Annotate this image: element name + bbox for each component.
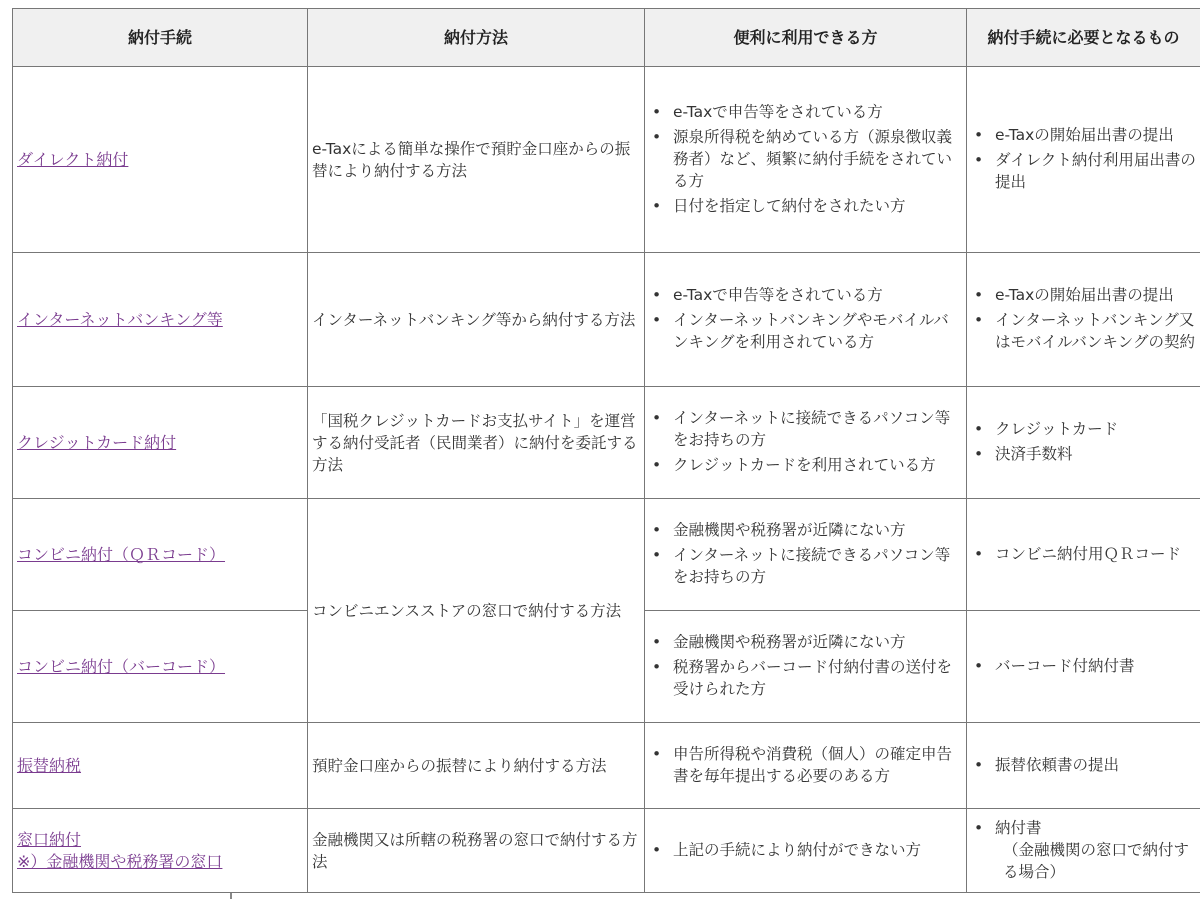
needs-cell [967, 723, 1200, 809]
procedure-cell [13, 809, 308, 893]
needs-cell [967, 809, 1200, 893]
procedure-link-counter[interactable] [17, 829, 303, 873]
needs-cell [967, 499, 1200, 611]
method-cell: インターネットバンキング等から納付する方法 [308, 253, 645, 387]
users-cell [645, 723, 967, 809]
table-header-row [13, 9, 1200, 67]
users-cell [645, 253, 967, 387]
method-cell: コンビニエンスストアの窓口で納付する方法 [308, 499, 645, 723]
procedure-link-direct[interactable]: ダイレクト納付 [17, 149, 129, 169]
needs-cell [967, 253, 1200, 387]
table-row [13, 723, 1200, 809]
procedure-cell [13, 387, 308, 499]
procedure-cell [13, 611, 308, 723]
needs-item-note: （金融機関の窓口で納付する場合） [1003, 840, 1190, 881]
list-item: • 金融機関や税務署が近隣にない方 [649, 631, 962, 653]
users-cell [645, 67, 967, 253]
header-needs: 納付手続に必要となるもの [967, 9, 1200, 67]
footer-tick-mark [230, 893, 232, 899]
list-item: • e-Taxで申告等をされている方 [649, 101, 962, 123]
table-row [13, 253, 1200, 387]
payment-procedures-table [12, 8, 1200, 893]
procedure-cell [13, 499, 308, 611]
users-cell [645, 387, 967, 499]
list-item: • インターネットに接続できるパソコン等をお持ちの方 [649, 407, 962, 451]
method-cell: 「国税クレジットカードお支払サイト」を運営する納付受託者（民間業者）に納付を委託する方法 [308, 387, 645, 499]
list-item: • 税務署からバーコード付納付書の送付を受けられた方 [649, 656, 962, 700]
procedure-link-internet-banking[interactable]: インターネットバンキング等 [17, 309, 223, 329]
method-cell: 金融機関又は所轄の税務署の窓口で納付する方法 [308, 809, 645, 893]
list-item: • 上記の手続により納付ができない方 [649, 839, 962, 861]
procedure-cell [13, 253, 308, 387]
users-cell [645, 809, 967, 893]
list-item: • クレジットカード [971, 418, 1196, 440]
list-item: • インターネットバンキングやモバイルバンキングを利用されている方 [649, 309, 962, 353]
table-row [13, 809, 1200, 893]
list-item [971, 817, 1196, 883]
procedure-link-credit-card[interactable]: クレジットカード納付 [17, 432, 177, 452]
needs-cell [967, 387, 1200, 499]
header-method: 納付方法 [308, 9, 645, 67]
users-cell [645, 499, 967, 611]
list-item: • インターネットバンキング又はモバイルバンキングの契約 [971, 309, 1196, 353]
procedure-note: ※）金融機関や税務署の窓口 [17, 851, 223, 871]
table-row [13, 67, 1200, 253]
list-item: • コンビニ納付用ＱＲコード [971, 543, 1196, 565]
table-row [13, 387, 1200, 499]
list-item: • 振替依頼書の提出 [971, 754, 1196, 776]
list-item: • 金融機関や税務署が近隣にない方 [649, 519, 962, 541]
header-users: 便利に利用できる方 [645, 9, 967, 67]
users-cell [645, 611, 967, 723]
list-item: • 申告所得税や消費税（個人）の確定申告書を毎年提出する必要のある方 [649, 743, 962, 787]
list-item: • インターネットに接続できるパソコン等をお持ちの方 [649, 544, 962, 588]
procedure-link-convenience-qr[interactable]: コンビニ納付（ＱＲコード） [17, 544, 226, 564]
list-item: • ダイレクト納付利用届出書の提出 [971, 149, 1196, 193]
list-item: • 日付を指定して納付をされたい方 [649, 195, 962, 217]
list-item: • e-Taxの開始届出書の提出 [971, 124, 1196, 146]
table-row [13, 499, 1200, 611]
list-item: • 決済手数料 [971, 443, 1196, 465]
needs-cell [967, 67, 1200, 253]
header-procedure: 納付手続 [13, 9, 308, 67]
needs-item-label: • 納付書 [995, 818, 1042, 837]
list-item: • e-Taxの開始届出書の提出 [971, 284, 1196, 306]
needs-cell [967, 611, 1200, 723]
list-item: • e-Taxで申告等をされている方 [649, 284, 962, 306]
list-item: • クレジットカードを利用されている方 [649, 454, 962, 476]
procedure-link-transfer[interactable]: 振替納税 [17, 755, 82, 775]
procedure-link-convenience-barcode[interactable]: コンビニ納付（バーコード） [17, 656, 226, 676]
procedure-link-label: 窓口納付 [17, 829, 82, 849]
procedure-cell [13, 723, 308, 809]
method-cell: 預貯金口座からの振替により納付する方法 [308, 723, 645, 809]
list-item: • バーコード付納付書 [971, 655, 1196, 677]
list-item: • 源泉所得税を納めている方（源泉徴収義務者）など、頻繁に納付手続をされている方 [649, 126, 962, 192]
procedure-cell [13, 67, 308, 253]
method-cell: e-Taxによる簡単な操作で預貯金口座からの振替により納付する方法 [308, 67, 645, 253]
